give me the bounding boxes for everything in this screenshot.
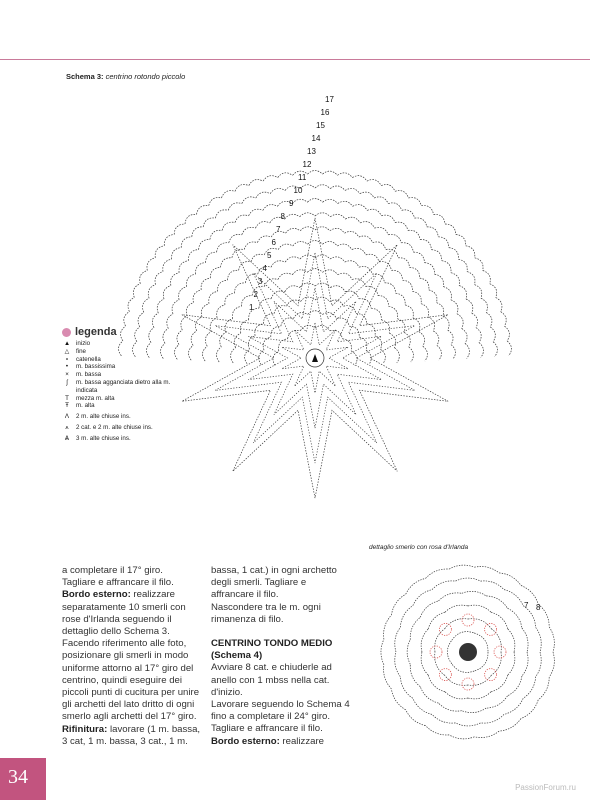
legend-label: 3 m. alte chiuse ins.	[76, 434, 131, 442]
round-number-label: 17	[325, 95, 334, 104]
legend-list	[62, 340, 192, 443]
legend-symbol-icon: ⩚	[65, 423, 69, 431]
round-number-label: 11	[298, 173, 307, 182]
col1-bordo: Bordo esterno: realizzare separatamente 10 smerli con rose d'Irlanda seguendo il dettaglio dello Schema 3. Facendo riferimento alle foto, posizionare gli smerli in modo uniforme attorno al 17° giro del centrino, quindi eseguire dei piccoli punti di cucitura per unire gli archetti del lato dritto di ogni smerlo agli archetti del 17° giro.	[62, 589, 200, 723]
legend-label: mezza m. alta	[76, 394, 115, 402]
round-number-label: 9	[289, 199, 294, 208]
col2-heading2: (Schema 4)	[211, 650, 263, 662]
legend-symbol-icon: Ʌ	[64, 413, 70, 421]
round-number-label: 16	[320, 108, 330, 117]
legend-symbol-icon: Ѧ	[64, 434, 70, 442]
round-number-label: 14	[311, 134, 321, 143]
col2-heading1: CENTRINO TONDO MEDIO	[211, 638, 333, 650]
legend-title: legenda	[62, 328, 192, 337]
legend-item	[62, 424, 192, 432]
crochet-diagram-detail	[368, 552, 568, 742]
round-number-label: 15	[316, 121, 325, 130]
legend	[62, 325, 192, 446]
text-column-2	[211, 565, 351, 748]
legend-label: inizio	[76, 340, 91, 347]
round-number-label: 4	[262, 264, 267, 273]
col2-p3: Avviare 8 cat. e chiuderle ad anello con 1 mbss nella cat. d'inizio.	[211, 662, 332, 698]
caption-italic: centrino rotondo piccolo	[105, 72, 186, 81]
legend-symbol-icon: ▲	[63, 340, 71, 347]
detail-round-label: 8	[536, 603, 541, 612]
crochet-diagram-schema-3	[55, 88, 570, 528]
col2-bordo: Bordo esterno: realizzare	[211, 735, 325, 747]
round-number-label: 8	[280, 212, 285, 221]
legend-label: m. bassa	[76, 371, 102, 379]
legend-dot-icon	[62, 328, 71, 337]
round-number-label: 7	[276, 225, 281, 234]
legend-symbol-icon: Ŧ	[65, 402, 69, 410]
legend-item	[62, 379, 192, 395]
legend-item	[62, 402, 192, 410]
detail-caption: dettaglio smerlo con rosa d'Irlanda	[369, 544, 469, 551]
col2-p4: Lavorare seguendo lo Schema 4 fino a completare il 24° giro. Tagliare e affrancare il filo.	[211, 699, 350, 735]
col1-rifinitura: Rifinitura: lavorare (1 m. bassa, 3 cat, 1 m. bassa, 3 cat., 1 m.	[62, 723, 201, 747]
legend-label: m. alta	[76, 402, 95, 410]
caption-bold: Schema 3:	[66, 72, 104, 81]
legend-item	[62, 348, 192, 356]
legend-item	[62, 435, 192, 443]
round-number-label: 12	[302, 160, 312, 169]
text-column-1	[62, 565, 202, 748]
round-number-label: 2	[253, 290, 258, 299]
round-number-label: 10	[293, 186, 303, 195]
round-number-label: 13	[307, 147, 316, 156]
detail-round-label: 7	[524, 601, 529, 610]
legend-item	[62, 356, 192, 364]
legend-symbol-icon: △	[64, 347, 70, 355]
legend-label: catenella	[76, 355, 101, 363]
legend-item	[62, 371, 192, 379]
round-number-label: 6	[271, 238, 276, 247]
legend-label: 2 cat. e 2 m. alte chiuse ins.	[76, 423, 153, 431]
legend-item	[62, 413, 192, 421]
legend-label: m. bassa agganciata dietro alla m. indicata	[76, 378, 171, 394]
col2-p1: bassa, 1 cat.) in ogni archetto degli smerli. Tagliare e affrancare il filo.	[211, 565, 337, 601]
legend-symbol-icon: ×	[65, 371, 69, 379]
top-rule	[0, 59, 590, 60]
col1-p2: Tagliare e affrancare il filo.	[62, 577, 174, 589]
legend-symbol-icon: •	[65, 363, 69, 371]
round-number-label: 3	[258, 277, 263, 286]
legend-item	[62, 363, 192, 371]
legend-symbol-icon: ∘	[65, 355, 69, 363]
page-number: 34	[8, 766, 28, 788]
legend-symbol-icon: T	[65, 394, 69, 402]
schema-caption	[66, 72, 185, 81]
legend-label: m. bassissima	[76, 363, 116, 371]
legend-label: 2 m. alte chiuse ins.	[76, 413, 131, 421]
round-number-label: 5	[267, 251, 272, 260]
watermark: PassionForum.ru	[515, 783, 576, 792]
legend-item	[62, 340, 192, 348]
legend-label: fine	[76, 347, 86, 355]
round-number-label: 1	[249, 303, 254, 312]
col2-p2: Nascondere tra le m. ogni rimanenza di filo.	[211, 601, 321, 625]
legend-item	[62, 395, 192, 403]
col1-p1: a completare il 17° giro.	[62, 565, 163, 576]
legend-symbol-icon: ʃ	[66, 378, 68, 386]
